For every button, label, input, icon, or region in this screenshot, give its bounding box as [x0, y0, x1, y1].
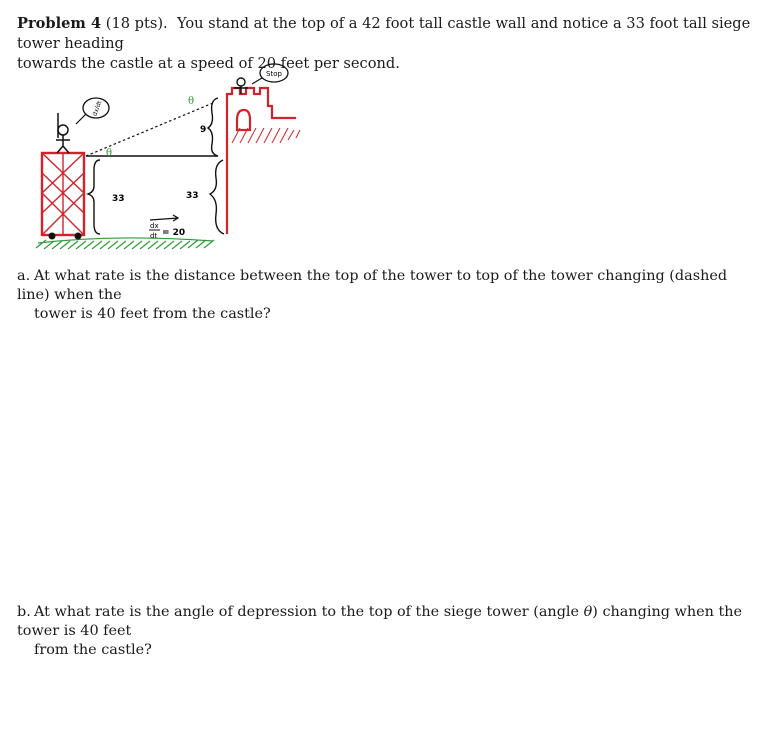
rate-value: = 20 [162, 228, 186, 238]
rate-label [149, 215, 185, 240]
part-b-line-1 [17, 603, 752, 641]
part-a-text-1: At what rate is the distance between the top of the tower to top of the tower changing (dashed line) when the [17, 268, 728, 303]
siege-tower-wheel-right [75, 233, 82, 240]
problem-points: (18 pts). [105, 15, 168, 32]
problem-text-2: towards the castle at a speed of 20 feet per second. [17, 55, 400, 72]
rate-arrow [150, 215, 178, 221]
part-b-text-1a: At what rate is the angle of depression to the top of the siege tower (angle [34, 604, 584, 620]
tower-height-brace [88, 160, 100, 234]
wall-upper-brace [208, 98, 218, 156]
part-b-label: b. [17, 604, 31, 620]
rate-denominator: dt [150, 232, 158, 240]
wall-lower-brace [210, 160, 224, 234]
speech-text-tower: dx/dt [91, 100, 104, 118]
tower-height-label: 33 [112, 194, 125, 204]
part-b-text-2: from the castle? [34, 642, 152, 658]
part-b-theta: θ [583, 604, 593, 620]
castle-siege-diagram [28, 58, 328, 258]
wall-upper-label: 9 [200, 125, 207, 135]
soldier-figure [56, 113, 70, 153]
part-b [17, 603, 752, 660]
part-a-text-2: tower is 40 feet from the castle? [34, 306, 271, 322]
castle-wall [227, 88, 296, 234]
speech-text-castle: Stop [266, 70, 282, 78]
part-b-text-1b: ) changing when the tower is 40 feet [17, 604, 743, 639]
rate-numerator: dx [150, 222, 159, 230]
siege-tower-lattice [42, 153, 84, 235]
ground-hatching [36, 238, 214, 249]
problem-text-1: You stand at the top of a 42 foot tall castle wall and notice a 33 foot tall siege tower heading [17, 15, 751, 52]
part-a-line-1 [17, 267, 752, 305]
siege-tower [42, 98, 109, 240]
part-a-label: a. [17, 268, 31, 284]
theta-label-tower: θ [106, 148, 113, 159]
part-a [17, 267, 752, 324]
problem-line-1 [17, 14, 752, 54]
siege-tower-wheel-left [49, 233, 56, 240]
wall-lower-label: 33 [186, 191, 199, 201]
theta-label-castle: θ [188, 96, 195, 107]
problem-heading: Problem 4 [17, 15, 102, 32]
